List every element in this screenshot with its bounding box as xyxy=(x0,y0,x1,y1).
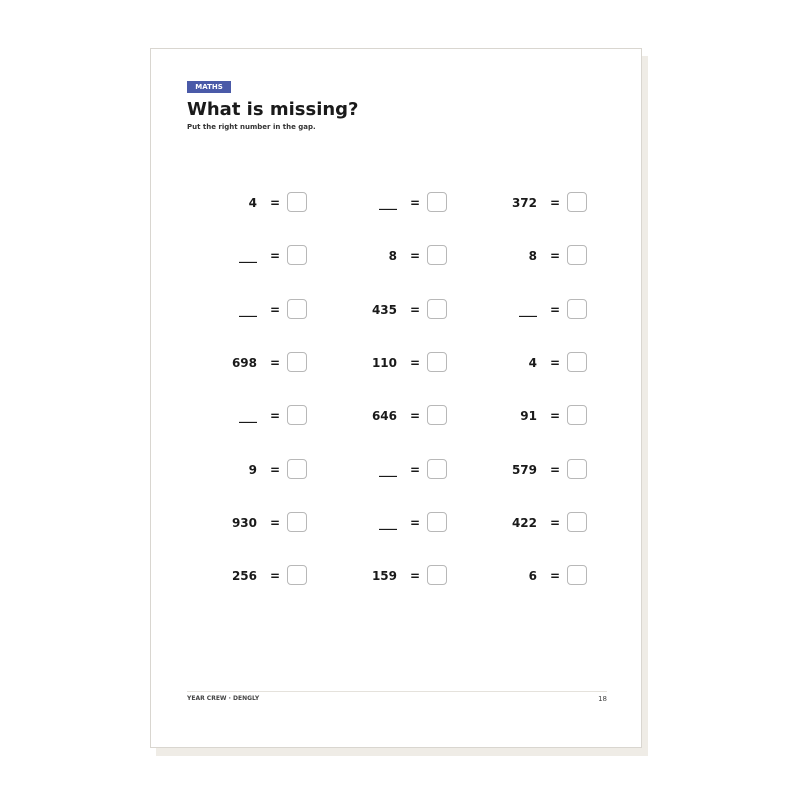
problem-item xyxy=(191,244,341,268)
problem-item xyxy=(331,298,481,322)
problem-left-value: 646 xyxy=(371,409,397,423)
footer-credit: YEAR CREW · DENGLY xyxy=(187,695,260,702)
equals-sign: = xyxy=(409,303,421,317)
problem-item xyxy=(471,191,621,215)
equals-sign: = xyxy=(549,303,561,317)
problem-left-value: ___ xyxy=(239,249,257,263)
equals-sign: = xyxy=(549,463,561,477)
answer-box[interactable] xyxy=(567,565,587,585)
answer-box[interactable] xyxy=(287,405,307,425)
problem-item xyxy=(331,244,481,268)
equals-sign: = xyxy=(549,409,561,423)
problem-item xyxy=(471,564,621,588)
problem-left-value: 8 xyxy=(528,249,537,263)
problem-left-value: 4 xyxy=(528,356,537,370)
problem-left-value: 698 xyxy=(231,356,257,370)
answer-box[interactable] xyxy=(427,352,447,372)
answer-box[interactable] xyxy=(287,192,307,212)
answer-box[interactable] xyxy=(427,192,447,212)
problem-item xyxy=(191,351,341,375)
problem-left-value: 435 xyxy=(371,303,397,317)
problem-left-value: 91 xyxy=(520,409,537,423)
problem-left-value: ___ xyxy=(239,303,257,317)
equals-sign: = xyxy=(409,356,421,370)
instructions: Put the right number in the gap. xyxy=(187,123,316,131)
problem-item xyxy=(331,458,481,482)
footer-divider xyxy=(187,691,607,692)
subject-tag: MATHS xyxy=(187,81,231,93)
worksheet-page xyxy=(150,48,642,748)
answer-box[interactable] xyxy=(427,245,447,265)
equals-sign: = xyxy=(549,356,561,370)
problem-item xyxy=(471,298,621,322)
equals-sign: = xyxy=(409,249,421,263)
problem-item xyxy=(191,511,341,535)
problem-left-value: ___ xyxy=(379,463,397,477)
problem-left-value: 422 xyxy=(511,516,537,530)
problem-item xyxy=(191,404,341,428)
equals-sign: = xyxy=(409,196,421,210)
answer-box[interactable] xyxy=(287,459,307,479)
equals-sign: = xyxy=(269,569,281,583)
answer-box[interactable] xyxy=(567,459,587,479)
equals-sign: = xyxy=(269,196,281,210)
problem-left-value: 110 xyxy=(371,356,397,370)
problem-left-value: ___ xyxy=(519,303,537,317)
problem-item xyxy=(331,351,481,375)
problem-item xyxy=(331,511,481,535)
answer-box[interactable] xyxy=(567,192,587,212)
answer-box[interactable] xyxy=(427,565,447,585)
page-title: What is missing? xyxy=(187,99,359,120)
problem-left-value: ___ xyxy=(379,196,397,210)
answer-box[interactable] xyxy=(567,352,587,372)
answer-box[interactable] xyxy=(567,512,587,532)
answer-box[interactable] xyxy=(567,299,587,319)
problem-left-value: 8 xyxy=(388,249,397,263)
problem-item xyxy=(191,458,341,482)
problem-item xyxy=(471,404,621,428)
problem-left-value: 9 xyxy=(248,463,257,477)
equals-sign: = xyxy=(549,516,561,530)
answer-box[interactable] xyxy=(287,512,307,532)
equals-sign: = xyxy=(409,569,421,583)
answer-box[interactable] xyxy=(567,405,587,425)
problem-left-value: 159 xyxy=(371,569,397,583)
problem-item xyxy=(331,564,481,588)
problem-item xyxy=(471,458,621,482)
equals-sign: = xyxy=(269,249,281,263)
problem-item xyxy=(471,244,621,268)
answer-box[interactable] xyxy=(567,245,587,265)
problem-item xyxy=(331,191,481,215)
problem-item xyxy=(191,191,341,215)
answer-box[interactable] xyxy=(287,565,307,585)
equals-sign: = xyxy=(549,569,561,583)
problem-left-value: ___ xyxy=(239,409,257,423)
problem-item xyxy=(191,564,341,588)
problem-item xyxy=(471,511,621,535)
answer-box[interactable] xyxy=(287,245,307,265)
answer-box[interactable] xyxy=(287,352,307,372)
equals-sign: = xyxy=(269,409,281,423)
page-number: 18 xyxy=(598,695,607,703)
problem-left-value: 4 xyxy=(248,196,257,210)
equals-sign: = xyxy=(269,356,281,370)
equals-sign: = xyxy=(549,196,561,210)
problem-left-value: 372 xyxy=(511,196,537,210)
answer-box[interactable] xyxy=(427,299,447,319)
problem-item xyxy=(191,298,341,322)
problem-item xyxy=(471,351,621,375)
answer-box[interactable] xyxy=(427,405,447,425)
answer-box[interactable] xyxy=(427,459,447,479)
problem-left-value: 6 xyxy=(528,569,537,583)
answer-box[interactable] xyxy=(427,512,447,532)
problem-left-value: 579 xyxy=(511,463,537,477)
equals-sign: = xyxy=(549,249,561,263)
problem-item xyxy=(331,404,481,428)
equals-sign: = xyxy=(409,516,421,530)
problem-left-value: ___ xyxy=(379,516,397,530)
equals-sign: = xyxy=(409,409,421,423)
problem-left-value: 930 xyxy=(231,516,257,530)
equals-sign: = xyxy=(269,516,281,530)
problem-left-value: 256 xyxy=(231,569,257,583)
answer-box[interactable] xyxy=(287,299,307,319)
equals-sign: = xyxy=(269,463,281,477)
equals-sign: = xyxy=(269,303,281,317)
equals-sign: = xyxy=(409,463,421,477)
